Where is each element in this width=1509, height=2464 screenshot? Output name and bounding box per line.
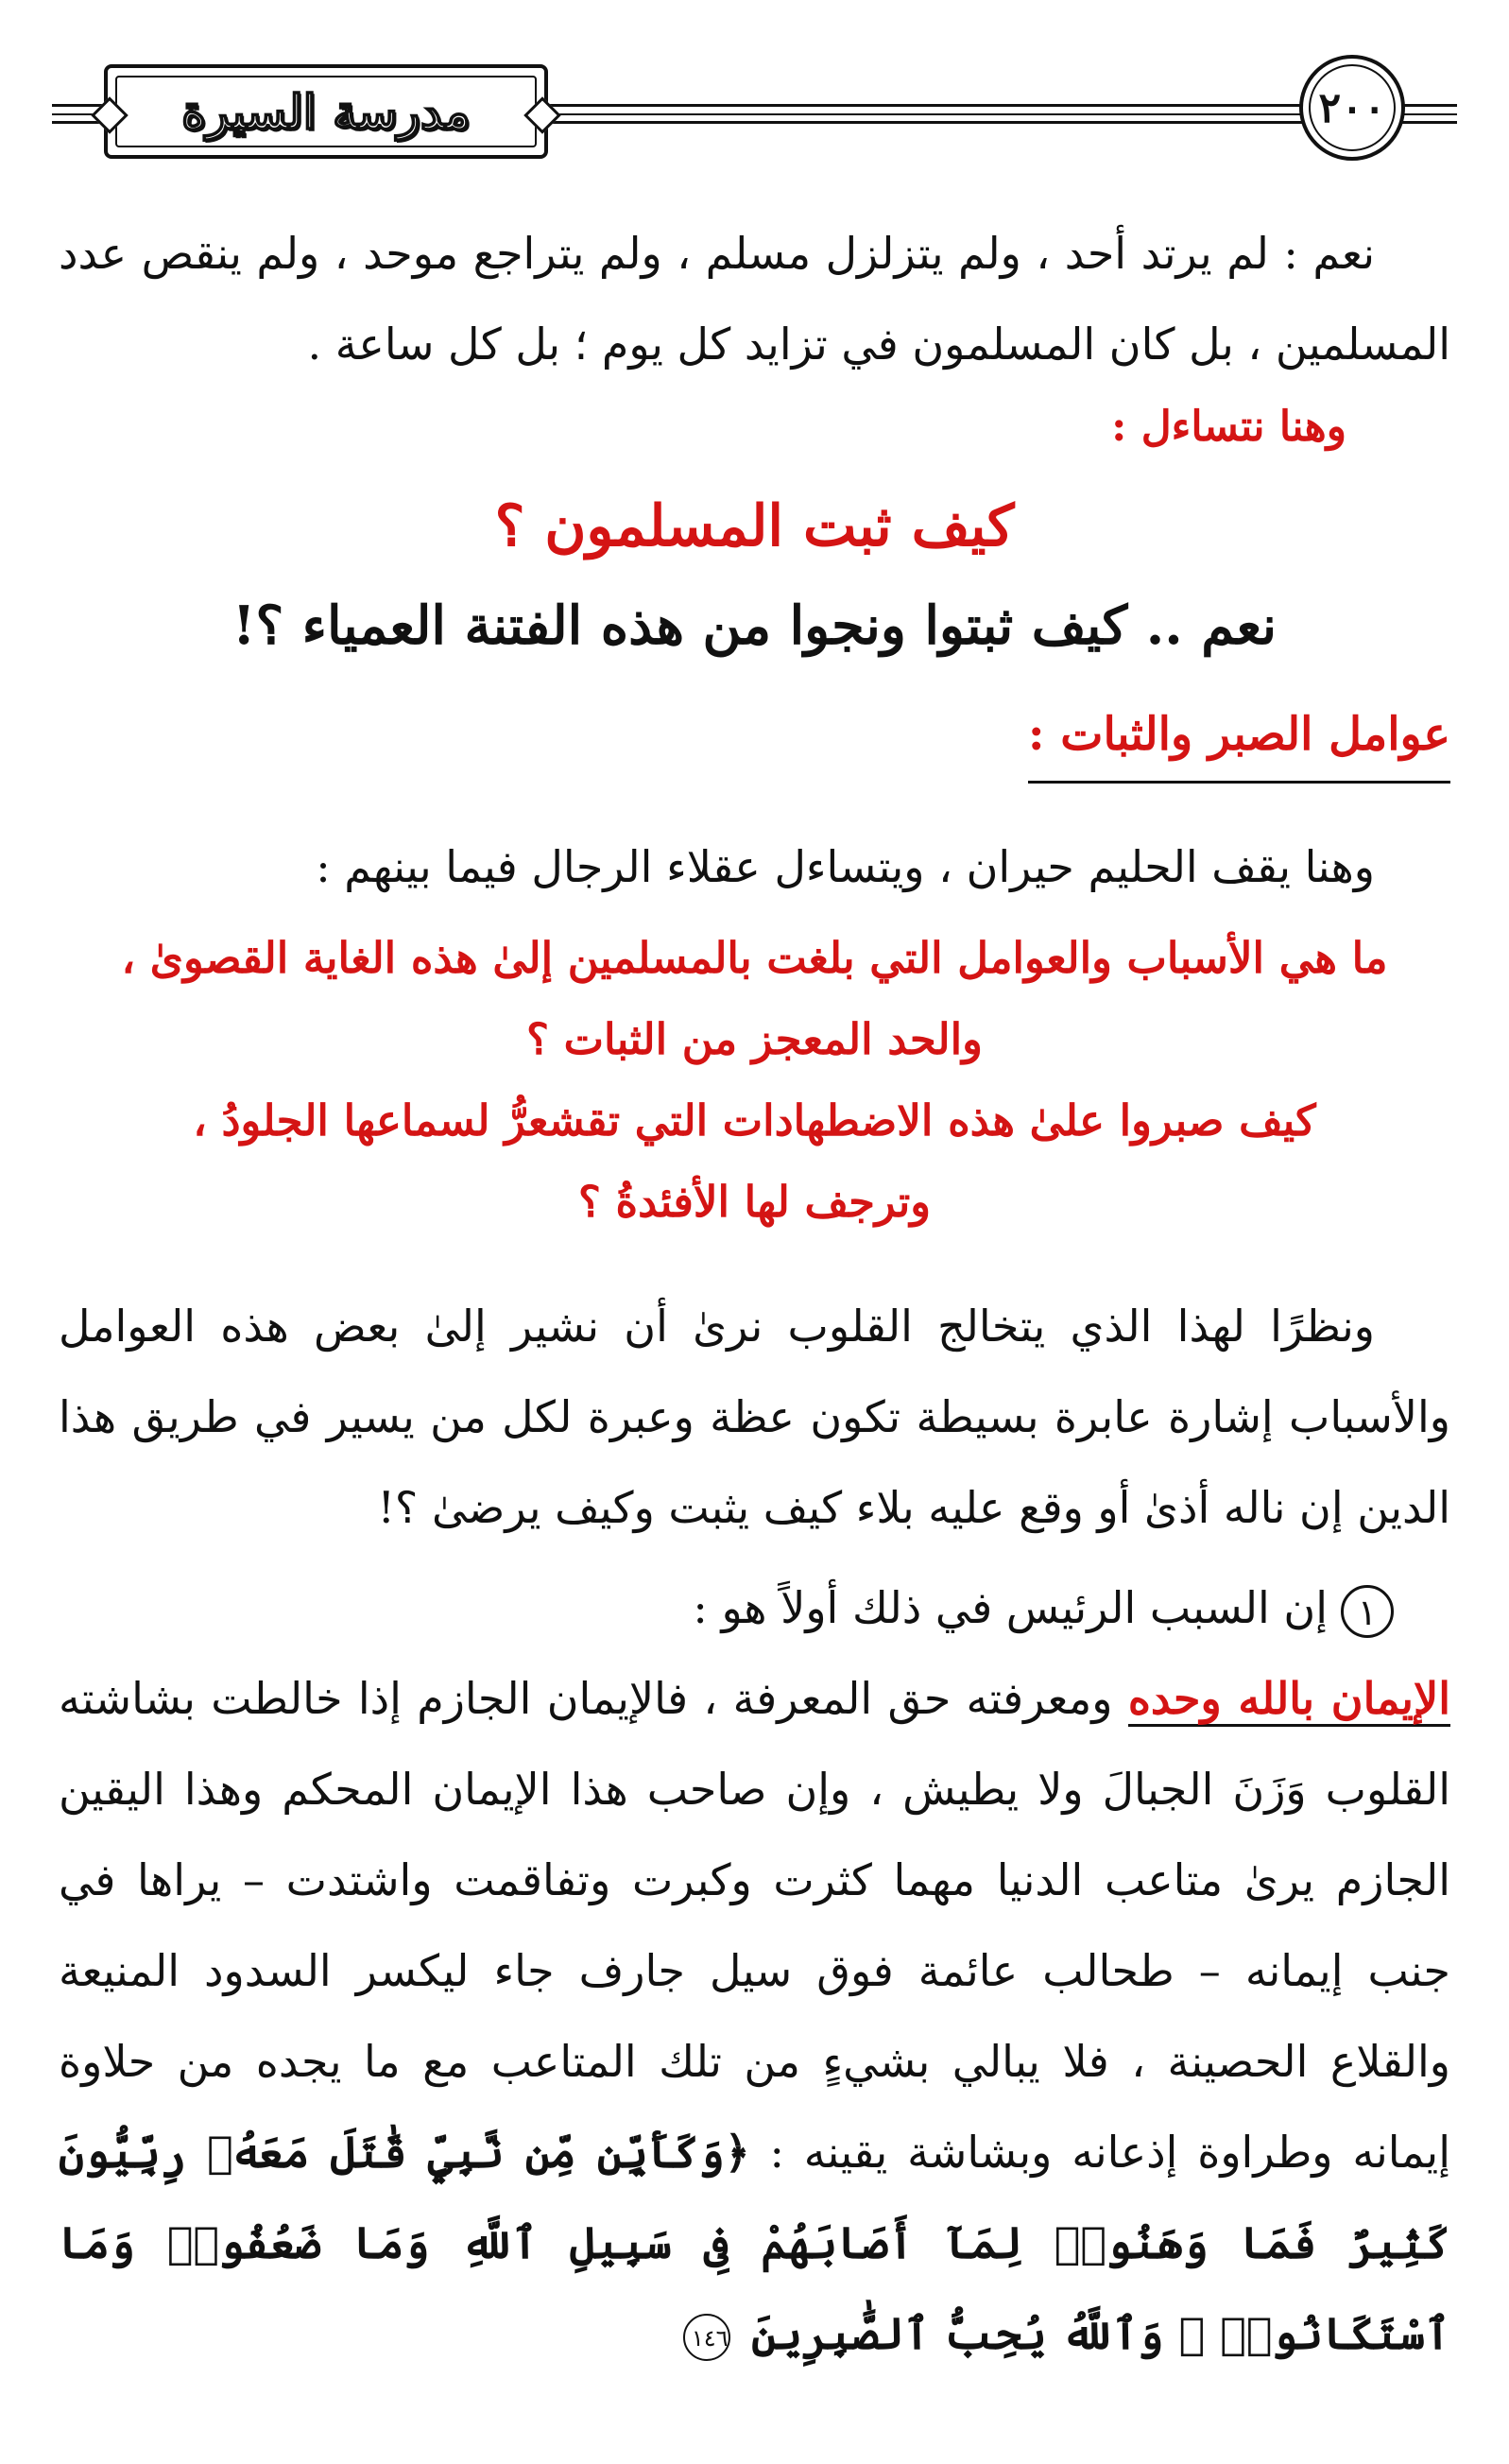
headline-main: كيف ثبت المسلمون ؟ xyxy=(494,493,1015,560)
page-number: ٢٠٠ xyxy=(1318,83,1386,132)
point-one-intro-line xyxy=(59,1562,1450,1653)
question-line: والحد المعجز من الثبات ؟ xyxy=(526,1014,983,1064)
book-title-cartouche xyxy=(104,64,548,159)
reflection-paragraph: ونظرًا لهذا الذي يتخالج القلوب نرىٰ أن نشير إلىٰ بعض هذه العوامل والأسباب إشارة عابرة بسيطة تكون عظة وعبرة لكل من يسير في طريق هذا الدين إن ناله أذىٰ أو وقع عليه بلاء كيف يثبت وكيف يرضىٰ ؟! xyxy=(59,1301,1450,1533)
page-number-medallion xyxy=(1299,55,1405,161)
point-one-intro: إن السبب الرئيس في ذلك أولاً هو : xyxy=(693,1582,1328,1633)
question-line: ما هي الأسباب والعوامل التي بلغت بالمسلمين إلىٰ هذه الغاية القصوىٰ ، xyxy=(121,933,1388,983)
section-lead: وهنا يقف الحليم حيران ، ويتساءل عقلاء الرجال فيما بينهم : xyxy=(316,841,1375,892)
point-one-paragraph xyxy=(59,1653,1450,2379)
point-one-body: ومعرفته حق المعرفة ، فالإيمان الجازم إذا خالطت بشاشته القلوب وَزَنَ الجبالَ ولا يطيش ، وإن صاحب هذا الإيمان المحكم وهذا اليقين الجازم يرىٰ متاعب الدنيا مهما كثرت وكبرت وتفاقمت واشتدت – يراها في جنب إيمانه – طحالب عائمة فوق سيل جارف جاء ليكسر السدود المنيعة والقلاع الحصينة ، فلا يبالي بشيءٍ من تلك المتاعب مع ما يجده من حلاوة إيمانه وطراوة إذعانه وبشاشة يقينه : xyxy=(59,1673,1450,2178)
book-title: مدرسة السيرة xyxy=(181,83,471,140)
quran-verse: ﴿وَكَأَيِّن مِّن نَّبِيٍّ قَٰتَلَ مَعَهُۥ رِبِّيُّونَ كَثِيرٌ فَمَا وَهَنُوا۟ لِمَآ أَصَابَهُمْ فِى سَبِيلِ ٱللَّهِ وَمَا ضَعُفُوا۟ وَمَا ٱسْتَكَانُوا۟ ۗ وَٱللَّهُ يُحِبُّ ٱلصَّٰبِرِينَ xyxy=(59,2127,1450,2359)
question-line: وترجف لها الأفئدةُ ؟ xyxy=(578,1177,931,1227)
point-one-emphasis: الإيمان بالله وحده xyxy=(1128,1673,1450,1727)
question-line: كيف صبروا علىٰ هذه الاضطهادات التي تقشعرُّ لسماعها الجلودُ ، xyxy=(193,1095,1316,1146)
headline-sub: نعم .. كيف ثبتوا ونجوا من هذه الفتنة العمياء ؟! xyxy=(231,594,1278,657)
red-questions-block xyxy=(59,918,1450,1243)
intro-paragraph: نعم : لم يرتد أحد ، ولم يتزلزل مسلم ، ولم يتراجع موحد ، ولم ينقص عدد المسلمين ، بل كان المسلمون في تزايد كل يوم ؛ بل كل ساعة . xyxy=(59,228,1450,370)
page-content xyxy=(59,208,1450,2379)
page-header xyxy=(52,45,1457,178)
question-label: وهنا نتساءل : xyxy=(1111,403,1346,451)
ayah-number-marker: ١٤٦ xyxy=(683,2314,730,2361)
point-number-badge: ١ xyxy=(1341,1585,1394,1638)
section-heading: عوامل الصبر والثبات : xyxy=(1028,692,1450,784)
